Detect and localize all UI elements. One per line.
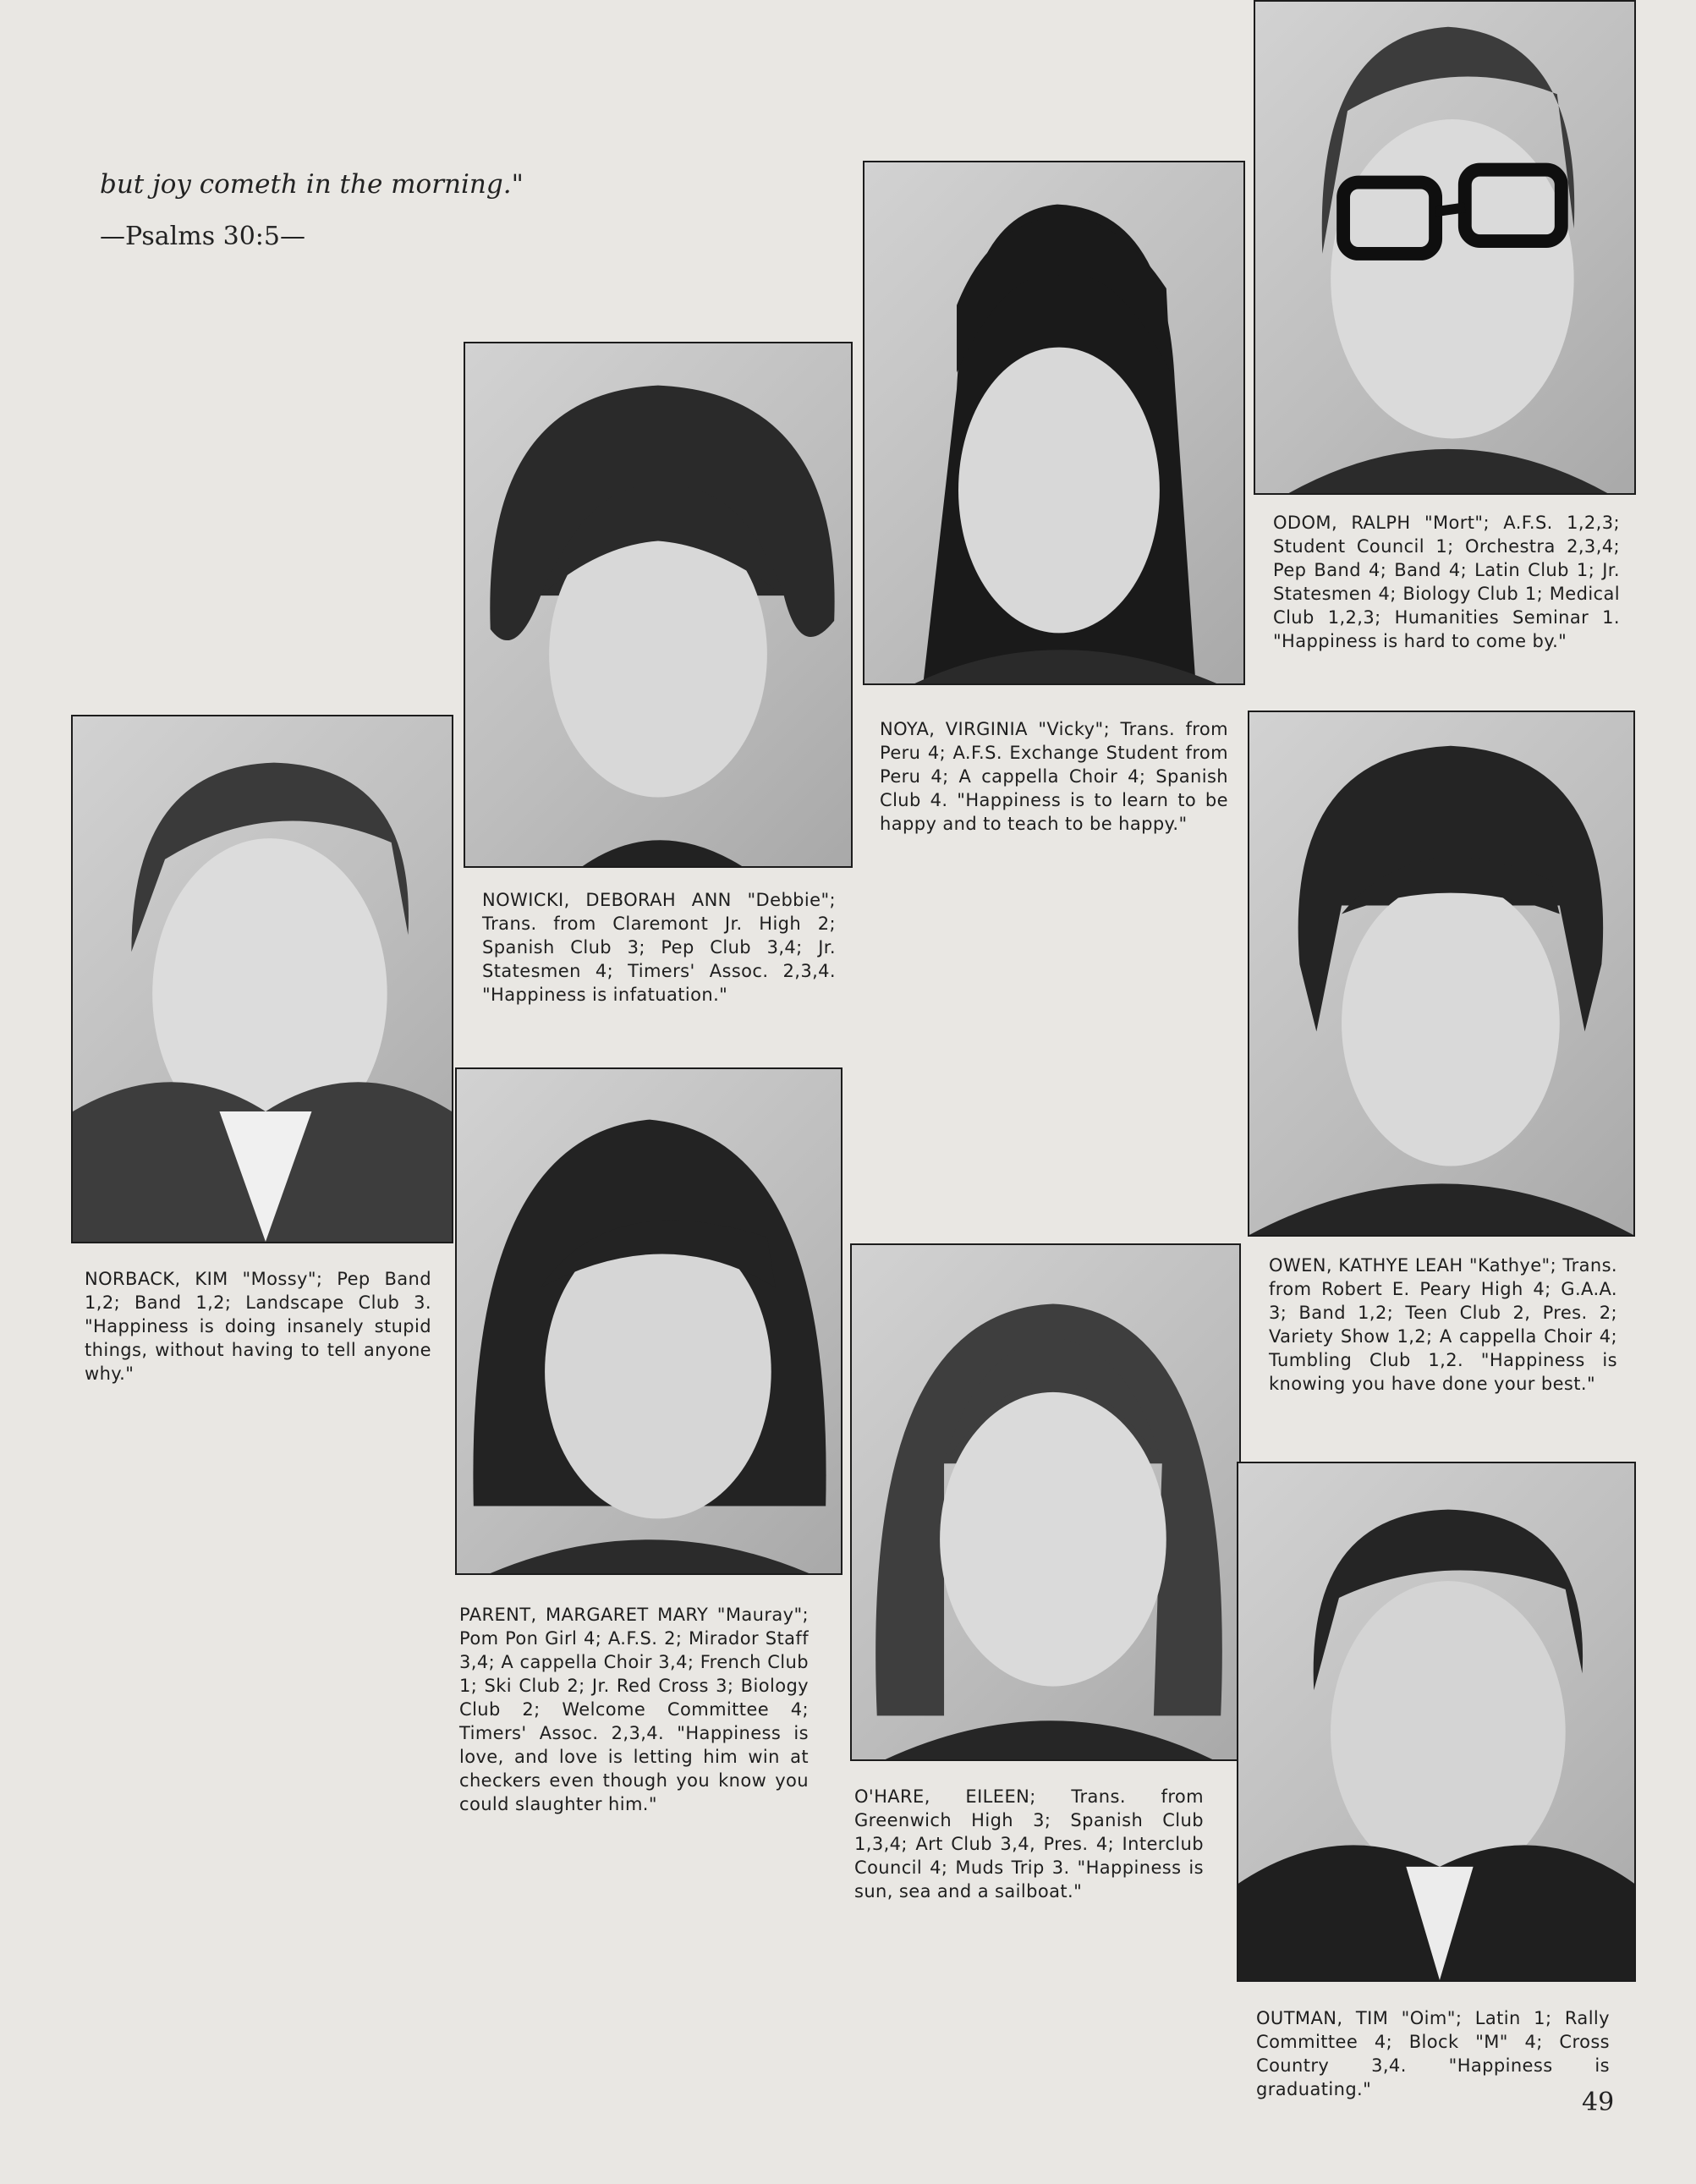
portrait-photo-noya — [863, 161, 1245, 685]
caption-owen: OWEN, KATHYE LEAH "Kathye"; Trans. from Robert E. Peary High 4; G.A.A. 3; Band 1,2; Teen Club 2, Pres. 2; Variety Show 1,2; A cappella Choir 4; Tumbling Club 1,2. "Happiness is knowing you have done your best." — [1269, 1255, 1617, 1394]
caption-odom: ODOM, RALPH "Mort"; A.F.S. 1,2,3; Student Council 1; Orchestra 2,3,4; Pep Band 4; Band 4; Latin Club 1; Jr. Statesmen 4; Biology Club 1; Medical Club 1,2,3; Humanities Seminar 1. "Happiness is hard to come by." — [1273, 513, 1620, 651]
epigraph-quote: but joy cometh in the morning." — [100, 169, 524, 200]
caption-noya: NOYA, VIRGINIA "Vicky"; Trans. from Peru 4; A.F.S. Exchange Student from Peru 4; A cappella Choir 4; Spanish Club 4. "Happiness is to learn to be happy and to teach to be happy." — [880, 719, 1228, 834]
caption-nowicki: NOWICKI, DEBORAH ANN "Debbie"; Trans. from Claremont Jr. High 2; Spanish Club 3; Pep Club 3,4; Jr. Statesmen 4; Timers' Assoc. 2,3,4. "Happiness is infatuation." — [482, 890, 836, 1005]
caption-outman: OUTMAN, TIM "Oim"; Latin 1; Rally Committee 4; Block "M" 4; Cross Country 3,4. "Happiness is graduating." — [1256, 2008, 1610, 2099]
caption-parent: PARENT, MARGARET MARY "Mauray"; Pom Pon Girl 4; A.F.S. 2; Mirador Staff 3,4; A cappella Choir 3,4; French Club 1; Ski Club 2; Jr. Red Cross 3; Biology Club 2; Welcome Committee 4; Timers' Assoc. 2,3,4. "Happiness is love, and love is letting him win at checkers even though you know you could slaughter him." — [459, 1605, 809, 1814]
portrait-photo-norback — [71, 715, 453, 1243]
portrait-photo-ohare — [850, 1243, 1241, 1761]
portrait-photo-nowicki — [464, 342, 853, 868]
epigraph-reference: —Psalms 30:5— — [100, 222, 306, 251]
caption-norback: NORBACK, KIM "Mossy"; Pep Band 1,2; Band 1,2; Landscape Club 3. "Happiness is doing insanely stupid things, without having to tell anyone why." — [85, 1269, 431, 1384]
page-number: 49 — [1582, 2088, 1615, 2117]
portrait-photo-outman — [1237, 1462, 1636, 1982]
portrait-photo-owen — [1248, 711, 1635, 1237]
caption-ohare: O'HARE, EILEEN; Trans. from Greenwich High 3; Spanish Club 1,3,4; Art Club 3,4, Pres. 4; Interclub Council 4; Muds Trip 3. "Happiness is sun, sea and a sailboat." — [854, 1786, 1204, 1901]
portrait-photo-odom — [1254, 0, 1636, 495]
portrait-photo-parent — [455, 1067, 843, 1575]
